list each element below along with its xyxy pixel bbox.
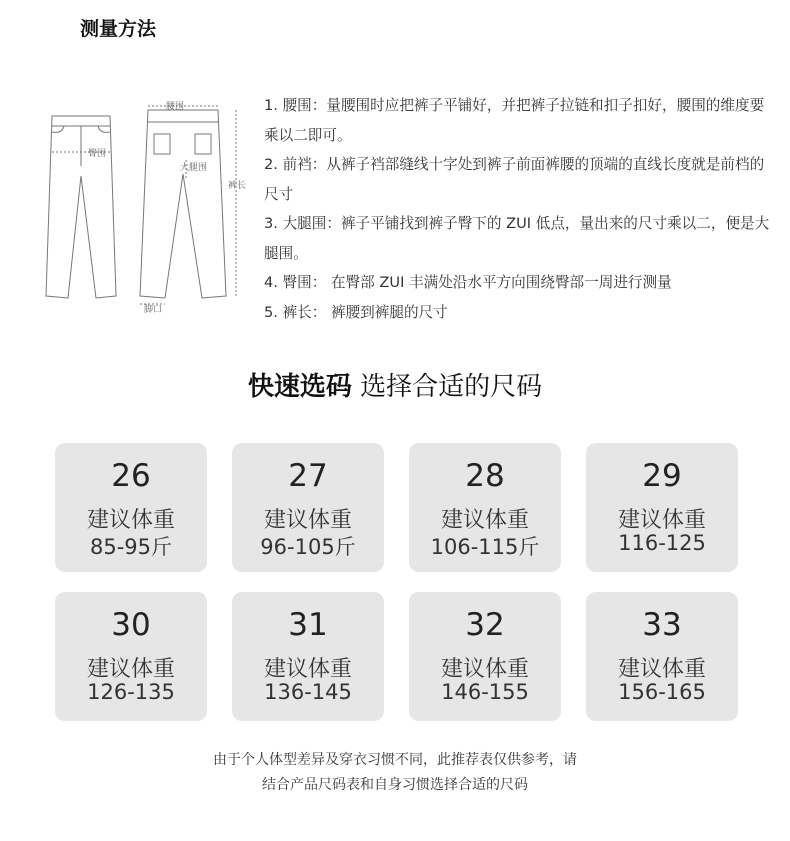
instruction-item: 4. 臀围： 在臀部 ZUI 丰满处沿水平方向围绕臀部一周进行测量 — [264, 274, 672, 291]
size-number: 31 — [288, 607, 328, 643]
disclaimer-note — [0, 748, 790, 798]
size-weight: 96-105斤 — [260, 535, 356, 559]
note-line: 结合产品尺码表和自身习惯选择合适的尺码 — [262, 777, 528, 793]
hip-label: 臀围 — [88, 149, 107, 159]
instruction-item: 5. 裤长： 裤腰到裤腿的尺寸 — [264, 303, 448, 321]
size-weight: 156-165 — [618, 680, 706, 704]
back-pocket-right — [195, 134, 211, 154]
size-label: 建议体重 — [86, 657, 175, 682]
size-weight: 116-125 — [618, 531, 706, 555]
size-card — [55, 592, 207, 721]
size-label: 建议体重 — [440, 508, 529, 533]
size-weight: 146-155 — [441, 680, 529, 704]
size-weight: 126-135 — [87, 680, 175, 704]
pants-measurement-diagram — [40, 96, 250, 316]
size-card — [232, 443, 384, 572]
size-number: 29 — [642, 458, 682, 494]
size-number: 28 — [465, 458, 505, 494]
size-label: 建议体重 — [86, 508, 175, 533]
size-card — [409, 443, 561, 572]
quick-select-bold: 快速选码 — [247, 372, 352, 402]
hem-label: 脚口 — [144, 305, 163, 315]
size-label: 建议体重 — [440, 657, 529, 682]
size-label: 建议体重 — [617, 657, 706, 682]
size-number: 26 — [111, 458, 151, 494]
size-number: 32 — [465, 607, 505, 643]
front-pocket-left — [52, 126, 64, 132]
size-label: 建议体重 — [263, 508, 352, 533]
waist-label: 腰围 — [166, 102, 185, 112]
thigh-label: 大腿围 — [180, 163, 208, 173]
size-weight: 136-145 — [264, 680, 352, 704]
instruction-item: 1. 腰围：量腰围时应把裤子平铺好，并把裤子拉链和扣子扣好，腰围的维度要乘以二即可。 — [264, 97, 765, 144]
quick-select-heading — [0, 366, 790, 403]
note-line: 由于个人体型差异及穿衣习惯不同，此推荐表仅供参考，请 — [213, 752, 577, 768]
size-card — [586, 592, 738, 721]
size-number: 30 — [111, 607, 151, 643]
size-number: 27 — [288, 458, 328, 494]
size-weight: 106-115斤 — [430, 535, 540, 559]
quick-select-rest: 选择合适的尺码 — [360, 372, 543, 402]
size-card — [55, 443, 207, 572]
measurement-instructions — [264, 91, 774, 327]
page-title: 测量方法 — [80, 18, 157, 40]
instruction-item: 3. 大腿围：裤子平铺找到裤子臀下的 ZUI 低点，量出来的尺寸乘以二，便是大腿围。 — [264, 215, 770, 262]
size-card — [586, 443, 738, 572]
size-weight: 85-95斤 — [89, 535, 173, 559]
size-number: 33 — [642, 607, 682, 643]
back-pants-outline — [140, 110, 226, 298]
back-pocket-left — [154, 134, 170, 154]
size-card — [232, 592, 384, 721]
length-label: 裤长 — [228, 181, 247, 191]
size-label: 建议体重 — [263, 657, 352, 682]
instruction-item: 2. 前裆：从裤子裆部缝线十字处到裤子前面裤腰的顶端的直线长度就是前档的尺寸 — [264, 156, 765, 203]
front-pocket-right — [98, 126, 110, 132]
size-card — [409, 592, 561, 721]
size-label: 建议体重 — [617, 508, 706, 533]
